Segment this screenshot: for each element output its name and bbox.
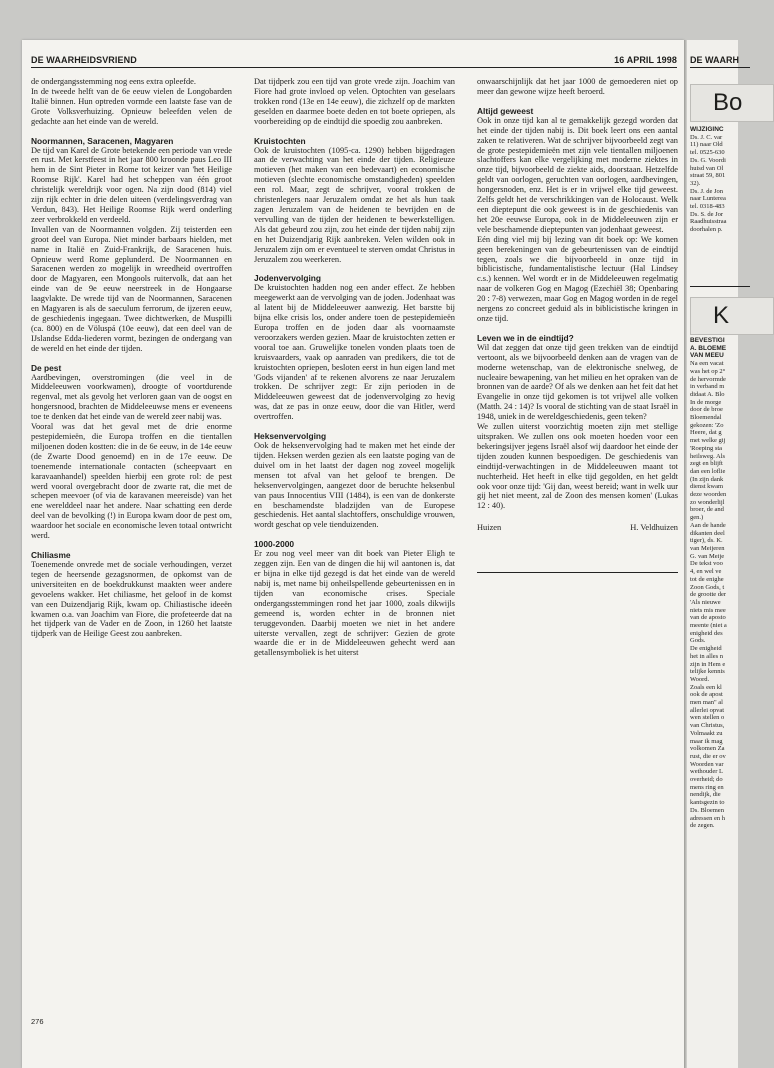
adjacent-text-line: De enigheid (690, 645, 722, 653)
adjacent-text-line: 'Als nieuwe (690, 598, 721, 606)
adjacent-text-line: Na een vacat (690, 360, 724, 368)
adjacent-text-line: de zegen. (690, 822, 715, 830)
paragraph: onwaarschijnlijk dat het jaar 1000 de gemoederen niet op meer dan gewone wijze heeft beroerd. (477, 77, 678, 96)
paragraph: Toenemende onvrede met de sociale verhoudingen, verzet tegen de heersende gezagsnormen, de opkomst van de universiteiten en de boekdrukkunst maakten weer andere gevoelens wakker. Het chiliasme, het geloof in de komst van een Duizendjarig Rijk, kwam op. Chiliastische ideeën kwamen o.a. van Joachim van Fiore, die profeteerde dat na het tijdperk van de Vader en de Zoon, in 1260 het laatste tijdperk van de Heilige Geest zou aanbreken. (31, 559, 232, 639)
adjacent-text-line: De tekst voo (690, 560, 723, 568)
section-heading: Leven we in de eindtijd? (477, 332, 574, 343)
adjacent-text-line: tel. 0318-483 (690, 203, 725, 211)
adjacent-text-line: tiger), ds. K. (690, 537, 723, 545)
adjacent-text-line: adressen en h (690, 814, 726, 822)
adjacent-text-line: van de aposto (690, 614, 726, 622)
adjacent-text-line: heilsweg. Als (690, 452, 726, 460)
section-heading: Altijd geweest (477, 105, 534, 116)
paragraph: Invallen van de Noormannen volgden. Zij teisterden een groot deel van Europa. Niet minder barbaars hielden, met name in Italië en Zuid-Frankrijk, de Saracenen huis. Opnieuw werd Rome geplunderd. De Noormannen en Saracenen werden zo mogelijk in wreedheid overtroffen door de Magyaren, een Mongools ruitervolk, dat aan het einde van de 9e eeuw neerstreek in de Hongaarse laagvlakte. De wrede tijd van de Noormannen, Saracenen en Magyaren is als de saeculum ferrorum, de ijzeren eeuw, de geschiedenis ingegaan. Twee dichtwerken, de Muspilli (ca. 800) en de Völuspá (10e eeuw), dat een deel van de IJslandse Edda-liederen vormt, bezingen de ondergang van de wereld en het einde der tijden. (31, 224, 232, 353)
adjacent-section-banner: Bo (690, 84, 774, 122)
adjacent-text-line: Ds. J. de Jon (690, 187, 724, 195)
adjacent-text-line: niets mis mee (690, 606, 726, 614)
adjacent-text-line: Bloemendal (690, 414, 722, 422)
section-heading: Noormannen, Saracenen, Magyaren (31, 135, 174, 146)
adjacent-text-line: 11) naar Old (690, 141, 723, 149)
adjacent-text-line: doorhalen p. (690, 226, 723, 234)
adjacent-divider (690, 286, 750, 287)
adjacent-text-line: broer, de and (690, 506, 724, 514)
adjacent-text-line: Ds. Bloemen (690, 806, 724, 814)
paragraph: Aardbevingen, overstromingen (die veel in de Middeleeuwen voorkwamen), droogte of voortdurende regenval, met als gevolg het verloren gaan van de oogst en hongersnood, brachten de Middeleeuwse mens er eveneens toe te denken dat het einde van de wereld zeer nabij was. (31, 372, 232, 422)
paragraph: de ondergangsstemming nog eens extra opleefde. (31, 77, 196, 86)
paragraph: De kruistochten hadden nog een ander effect. Ze hebben meegewerkt aan de vervolging van de joden. Jodenhaat was al latent bij de Middeleeuwer aanwezig. Het barstte bij bijna elke crisis los, onder andere toen de pestepidemieën Europa troffen en de joden daar als voornaamste veroorzakers werden gezien. Maar de kruistochten zetten er vooral toe aan. Gruwelijke tonelen vonden plaats toen de kruisvaarders, vaak op aanraden van predikers, die tot de kruistochten opriepen, besloten eerst in hun eigen land met 'Gods vijanden' af te rekenen alvorens ze naar Jeruzalem trokken. De schrijver zegt: Er zijn perioden in de Middeleeuwen geweest dat de jodenvervolging zo hevig was, dat ze pas in onze eeuw, door die van Hitler, werd overtroffen. (254, 283, 455, 422)
paragraph: Dat tijdperk zou een tijd van grote vrede zijn. Joachim van Fiore had grote invloed op velen. Optochten van geselaars trokken rond (13e en 14e eeuw), die zichzelf op de markten geselden en daarmee boete deden en tot boete opriepen, als voorbereiding op de eindtijd die spoedig zou aanbreken. (254, 77, 455, 126)
adjacent-text-line: telijke kennis (690, 668, 725, 676)
adjacent-text-line: Ds. S. de Jor (690, 210, 724, 218)
adjacent-text-line: A. BLOEME (690, 344, 727, 352)
adjacent-text-block-2 (690, 337, 750, 830)
adjacent-text-line: ook de apost (690, 691, 723, 699)
adjacent-text-line: Aan de hande (690, 521, 726, 529)
signature-place: Huizen (477, 523, 502, 533)
paragraph: Ook de heksenvervolging had te maken met het einde der tijden. Heksen werden gezien als een laatste poging van de duivel om in het laatst der dagen nog zoveel mogelijk mensen tot afval van het geloof te brengen. De heksenvervolgingen, aangezet door de beruchte heksenbul van paus Innocentius VIII (1484), is een van de donkerste en beschamendste bladzijden van de Europese geschiedenis. Het aantal slachtoffers, onschuldige vrouwen, wordt geschat op vele tienduizenden. (254, 441, 455, 530)
article-column-1 (31, 77, 232, 639)
section-heading: Heksenvervolging (254, 431, 327, 442)
paragraph: We zullen uiterst voorzichtig moeten zijn met stellige uitspraken. We zullen ons ook moeten hoeden voor een bekeringsijver jegens Israël alsof wij daardoor het einde der tijden zouden kunnen bespoedigen. De geschiedenis van eindtijd-verwachtingen in de Middeleeuwen maant tot nuchterheid. Het heeft in elke tijd gegolden, en het geldt ook voor onze tijd: 'Gij dan, weest bereid; want in welk uur gij het niet meent, zal de Zoon des mensen komen' (Lukas 12 : 40). (477, 422, 678, 511)
adjacent-page-header: DE WAARH (690, 55, 750, 68)
adjacent-text-line: gekozen: 'Zo (690, 421, 724, 429)
adjacent-text-line: overheid; do (690, 776, 723, 784)
adjacent-text-line: de grootte der (690, 591, 727, 599)
paragraph: Wil dat zeggen dat onze tijd geen trekken van de eindtijd vertoont, als we bijvoorbeeld denken aan de vragen van de moderne wetenschap, van de elektronische snelweg, de nucleaire bewapening, van het milieu en het opraken van de bronnen van de aarde? Of als we denken aan het feit dat het Evangelie in onze tijd gekomen is tot vrijwel alle volken (Matth. 24 : 14)? Is vooral de stichting van de staat Israël in 1948, uniek in de wereldgeschiedenis, geen teken? (477, 342, 678, 422)
adjacent-text-line: didaat A. Blo (690, 390, 725, 398)
adjacent-text-line: van Christus, (690, 722, 725, 730)
paragraph: Ook in onze tijd kan al te gemakkelijk gezegd worden dat het einde der tijden nabij is. Dit boek leert ons een aantal zaken te relativeren. Wat de schrijver bijvoorbeeld zegt van de grote pestepidemieën met zijn vele tientallen miljoenen slachtoffers kan elke vergelijking met moderne ziektes in onze tijd, bijvoorbeeld de ziekte aids, doorstaan. Hetzelfde geldt van oorlogen, geruchten van oorlogen, aardbevingen, hongersnoden, enz. Het is er in vrijwel elke tijd geweest. Zelfs geldt het de verschrikkingen van de Holocaust. Welk een dieptepunt die ook geweest is in de geschiedenis van het 20e eeuwse Europa, ook in de Middeleeuwen zijn er vele beschamende dieptepunten van jodenhaat geweest. (477, 115, 678, 234)
adjacent-text-line: Heere, dat g (690, 429, 722, 437)
adjacent-text-line: tot de enighe (690, 575, 724, 583)
issue-date: 16 APRIL 1998 (614, 55, 677, 65)
adjacent-text-line: met welke gij (690, 437, 726, 445)
adjacent-text-line: BEVESTIGI (690, 337, 725, 344)
paragraph: Vooral was dat het geval met de drie enorme pestepidemieën, die Europa troffen en die tientallen miljoenen doden kostten: die in de 6e eeuw, in de 14e eeuw (de Zwarte Dood genoemd) en in de 17e eeuw. De toenemende internationale contacten (scheepvaart en karavaanhandel) speelden hierbij een grote rol: de pest werd vooral overgebracht door de zwarte rat, die met de schepen meevoer (of via de karavanen meereisde) van het ene werelddeel naar het andere. Naar schatting een derde deel van de bevolking (!) in Europa kwam door de pest om, waardoor het sociale en economische leven totaal ontwricht werd. (31, 422, 232, 541)
adjacent-text-line: volkomen Za (690, 745, 725, 753)
article-column-3 (477, 77, 678, 533)
adjacent-page (687, 40, 743, 1068)
adjacent-text-line: rust, die er ov (690, 752, 726, 760)
adjacent-text-block-1 (690, 126, 750, 234)
adjacent-text-line: naar Lunterea (690, 195, 726, 203)
adjacent-text-line: tel. 0525-630 (690, 149, 725, 157)
paragraph: De tijd van Karel de Grote betekende een periode van vrede en rust. Met kerstfeest in het jaar 800 kroonde paus Leo III hem in de Sint Pieter in Rome tot keizer van 'het Heilige Roomse Rijk'. Karel had het scheppen van één groot christelijk wereldrijk voor ogen. Na zijn dood (814) viel zijn rijk echter in drie delen uiteen (verdelingsverdrag van Verdun, 843). Het Heilige Roomse Rijk werd onderling zeer verbrokkeld en verdeeld. (31, 145, 232, 224)
paragraph: In de tweede helft van de 6e eeuw vielen de Longobarden Italië binnen. Hun optreden vormde een laatste fase van de Grote Volksverhuizing. Opnieuw beleefden velen de gedachte aan het einde van de wereld. (31, 86, 232, 126)
section-heading: Kruistochten (254, 135, 306, 146)
adjacent-text-line: zegt en blijft (690, 460, 723, 468)
paragraph: Eén ding viel mij bij lezing van dit boek op: We komen geen berekeningen van de gebeurtenissen van de eindtijd tegen, zoals we die bijvoorbeeld in onze tijd in biblicistische, fundamentalistische lectuur (Hal Lindsey c.s.) kennen. Wel wordt er in de Middeleeuwen regelmatig naar de volkeren Gog en Magog (Ezechiël 38; Openbaring 20 : 7-8) verwezen, maar Gog en Magog worden in de regel nergens zo concreet geduid als in biblicistische kringen in onze tijd. (477, 234, 678, 323)
adjacent-text-line: zijn in Hem e (690, 660, 726, 668)
paragraph: Er zou nog veel meer van dit boek van Pieter Eligh te zeggen zijn. Een van de dingen die hij wil aantonen is, dat er bijna in elke tijd gezegd is dat het einde van de wereld nabij is, met name bij onheilspellende gebeurtenissen en in tijden van economische crises. Speciale ondergangsstemmingen rond het jaar 1000, zoals dikwijls gemeend is, worden echter in de bronnen niet teruggevonden. Daarbij moeten we niet in het andere uiterste vervallen, zegt de schrijver: Gezien de grote waarde die er in de Middeleeuwen gehecht werd aan getallensymboliek is het uiterst (254, 549, 455, 658)
section-heading: De pest (31, 362, 62, 373)
adjacent-text-line: door de broe (690, 406, 723, 414)
adjacent-text-line: men man" al (690, 699, 723, 707)
magazine-title: DE WAARHEIDSVRIEND (31, 55, 137, 65)
adjacent-text-line: wen stellen o (690, 714, 725, 722)
adjacent-text-line: maar ik mag (690, 737, 723, 745)
adjacent-text-line: meente (niet a (690, 622, 727, 630)
adjacent-text-line: zo wonderlijl (690, 498, 725, 506)
adjacent-text-line: (In zijn dank (690, 475, 724, 483)
adjacent-text-line: enigheid des (690, 629, 723, 637)
adjacent-text-line: 'Roeping sta (690, 444, 723, 452)
adjacent-text-line: Zoon Gods, t (690, 583, 725, 591)
adjacent-text-line: Woord. (690, 675, 710, 683)
magazine-page (22, 40, 684, 1068)
article-end-rule (477, 572, 678, 573)
adjacent-text-line: Ds. G. Voordi (690, 156, 726, 164)
adjacent-text-line: dienst kwam (690, 483, 724, 491)
adjacent-text-line: Ds. J. C. var (690, 133, 723, 141)
adjacent-text-line: kantsgezin to (690, 799, 725, 807)
adjacent-text-line: Gods. (690, 637, 706, 645)
adjacent-section-banner-2: K (690, 297, 774, 335)
adjacent-text-line: het in alles n (690, 652, 724, 660)
adjacent-text-line: allerlei opvat (690, 706, 725, 714)
page-number: 276 (31, 1017, 44, 1026)
adjacent-text-line: huisd van Ol (690, 164, 724, 172)
article-column-2 (254, 77, 455, 658)
adjacent-text-line: was het op 2° (690, 367, 726, 375)
adjacent-text-line: dan een loflie (690, 467, 726, 475)
section-heading: Jodenvervolging (254, 273, 322, 284)
paragraph: Ook de kruistochten (1095-ca. 1290) hebben bijgedragen aan de verwachting van het einde der tijden. Religieuze motieven (het maken van een bedevaart) en economische motieven (slechte economische omstandigheden) speelden een rol. Maar, zegt de schrijver, vooral trokken de christenlegers naar Jeruzalem omdat ze het als hun taak zagen Jeruzalem van de heidenen te bevrijden en de vervulling van de tijden der heidenen te bewerkstelligen. Als dat gebeurd zou zijn, zou het einde der tijden nabij zijn en het Duizendjarig Rijk aanbreken. Velen wilden ook in Jeruzalem zijn om er eventueel te sterven omdat Christus in Jeruzalem zou weerkeren. (254, 145, 455, 264)
adjacent-text-line: mens ring en (690, 783, 724, 791)
adjacent-text-line: in verband m (690, 383, 725, 391)
adjacent-text-line: straat 59, 801 (690, 172, 726, 180)
adjacent-text-line: Raadhuisstraa (690, 218, 727, 226)
adjacent-text-line: Volmaakt zu (690, 729, 723, 737)
adjacent-text-line: In de morge (690, 398, 722, 406)
adjacent-text-line: wethouder L (690, 768, 724, 776)
adjacent-text-line: deze woorden (690, 491, 727, 499)
adjacent-text-line: nendijk, die (690, 791, 721, 799)
adjacent-text-line: dikanten deel (690, 529, 725, 537)
adjacent-text-line: G. van Meije (690, 552, 725, 560)
adjacent-text-line: WIJZIGINC (690, 126, 724, 133)
adjacent-text-line: gen.) (690, 514, 704, 522)
adjacent-text-line: de hervormde (690, 375, 726, 383)
adjacent-text-line: van Meijeren (690, 544, 725, 552)
signature-author: H. Veldhuizen (630, 523, 678, 533)
adjacent-text-line: 32). (690, 179, 701, 187)
adjacent-text-line: Zoals een kl (690, 683, 722, 691)
adjacent-text-line: VAN MEEU (690, 352, 724, 360)
adjacent-text-line: 4, en wel ve (690, 568, 722, 576)
section-heading: Chiliasme (31, 549, 71, 560)
running-header (31, 55, 677, 68)
adjacent-text-line: Woorden var (690, 760, 724, 768)
section-heading: 1000-2000 (254, 539, 295, 550)
article-signature (477, 523, 678, 533)
